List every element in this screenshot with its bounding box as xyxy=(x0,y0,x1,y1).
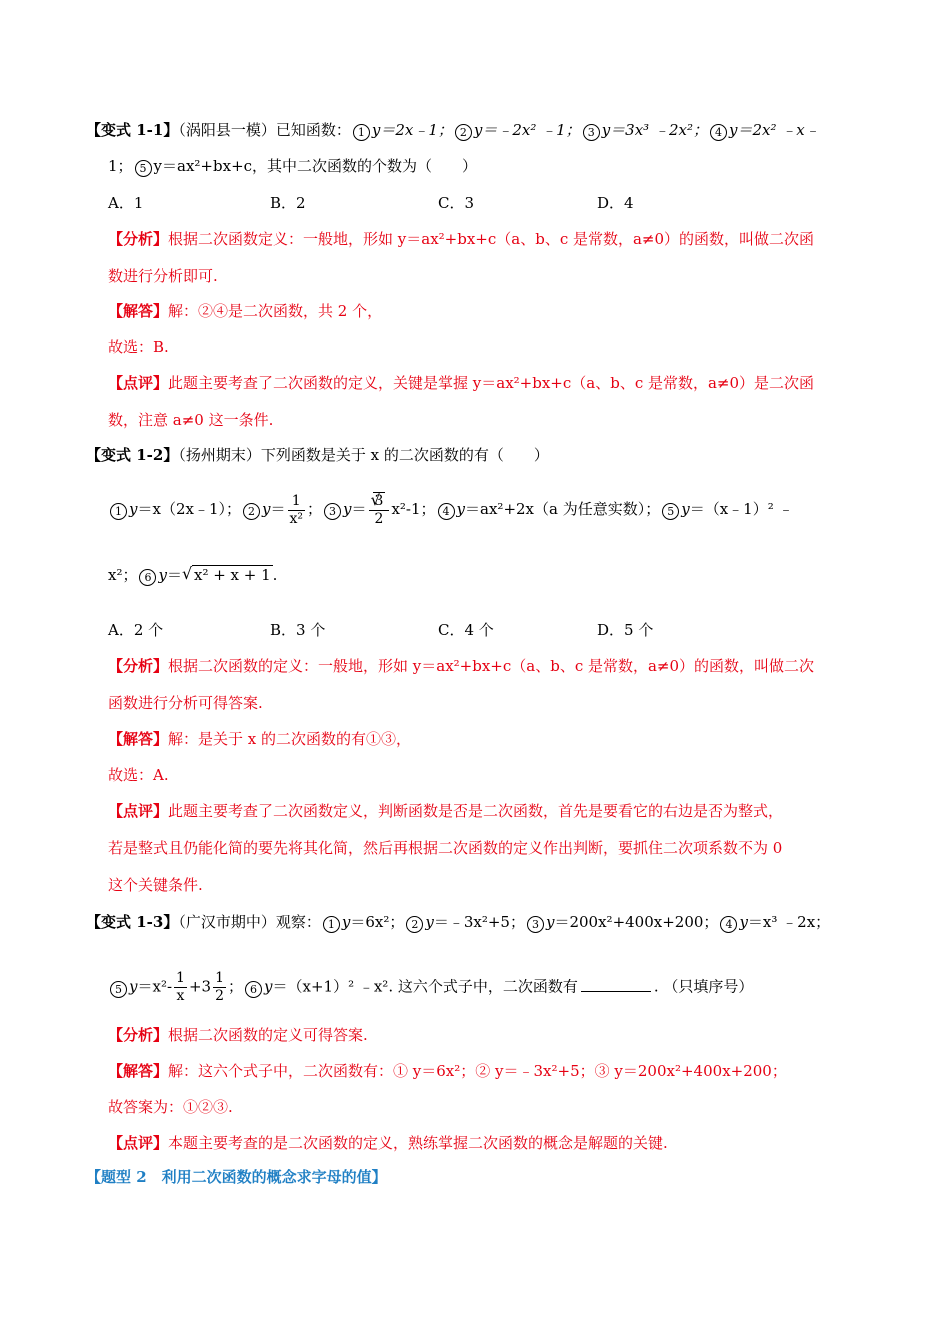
b2-comment-tag: 【点评】 xyxy=(108,802,169,820)
b1-option-a: A．1 xyxy=(108,194,144,212)
b3-stem-line1: 【变式 1-3】（广汉市期中）观察： 1 y＝6x²； 2 y＝﹣3x²+5； 3 y＝200x²+400x+200； 4 y＝x³ ﹣2x； xyxy=(86,913,831,931)
b2-option-d: D．5 个 xyxy=(597,621,654,639)
b2-analysis-line2: 函数进行分析可得答案. xyxy=(108,694,263,712)
b1-f4b: 1； xyxy=(108,157,133,175)
b1-comment-line1 xyxy=(108,373,814,393)
b2-selection: 故选：A. xyxy=(108,766,169,784)
b1-tag: 【变式 1-1】 xyxy=(86,121,179,139)
b1-f5: y＝ax²+bx+c，其中二次函数的个数为（ ） xyxy=(153,157,478,175)
b2-comment-line1 xyxy=(108,801,783,821)
b2-analysis-text1: 根据二次函数的定义：一般地，形如 y＝ax²+bx+c（a、b、c 是常数，a≠0）的函数，叫做二次 xyxy=(168,657,815,675)
b1-stem-line2 xyxy=(108,156,477,177)
circled-3-icon: 3 xyxy=(527,916,544,933)
b1-solution-text: 解：②④是二次函数，共 2 个， xyxy=(168,302,383,320)
b2-option-a: A．2 个 xyxy=(108,621,164,639)
b2-tag: 【变式 1-2】 xyxy=(86,446,179,464)
b3-solution-text: 解：这六个式子中，二次函数有：① y＝6x²；② y＝﹣3x²+5；③ y＝200x²+400x+200； xyxy=(168,1062,787,1080)
b1-stem-line1 xyxy=(86,120,820,141)
circled-4-icon: 4 xyxy=(710,124,727,141)
b1-option-d: D．4 xyxy=(597,194,634,212)
b3-comment-text: 本题主要考查的是二次函数的定义，熟练掌握二次函数的概念是解题的关键. xyxy=(168,1134,668,1152)
b2-solution xyxy=(108,729,411,749)
b1-analysis-line1 xyxy=(108,229,814,249)
b2-formulas-line1: 1 y＝x（2x﹣1）； 2 y＝ $\frac{1}{\text{x²}}$ ； 3 y＝ √ $\frac{3}{2}$ x²-1； 4 y＝ax²+2x（a 为任意实数）； 5 y＝（x﹣1）² ﹣ xyxy=(108,492,794,528)
b1-option-c: C．3 xyxy=(438,194,475,212)
b3-answer: 故答案为：①②③. xyxy=(108,1098,233,1116)
b3-source: （广汉市期中）观察： xyxy=(178,913,321,931)
b1-solution-tag: 【解答】 xyxy=(108,302,169,320)
b2-comment-text1: 此题主要考查了二次函数定义，判断函数是否是二次函数，首先是要看它的右边是否为整式， xyxy=(168,802,784,820)
b3-analysis-tag: 【分析】 xyxy=(108,1026,169,1044)
b3-analysis xyxy=(108,1025,368,1045)
b1-selection: 故选：B. xyxy=(108,338,169,356)
circled-6-icon: 6 xyxy=(139,569,156,586)
b2-option-c: C．4 个 xyxy=(438,621,494,639)
b3-solution xyxy=(108,1061,787,1081)
b2-stem-line1 xyxy=(86,445,549,465)
fraction-1-over-x: $\frac{1}{x}$ xyxy=(176,970,185,1004)
b1-solution xyxy=(108,301,382,321)
b2-solution-tag: 【解答】 xyxy=(108,730,169,748)
fraction-1-over-x2: $\frac{1}{\text{x²}}$ xyxy=(289,492,304,527)
circled-3-icon: 3 xyxy=(324,503,341,520)
b3-comment xyxy=(108,1133,668,1153)
circled-2-icon: 2 xyxy=(455,124,472,141)
b3-comment-tag: 【点评】 xyxy=(108,1134,169,1152)
b1-comment-tag: 【点评】 xyxy=(108,374,169,392)
b1-analysis-text1: 根据二次函数定义：一般地，形如 y＝ax²+bx+c（a、b、c 是常数，a≠0）的函数，叫做二次函 xyxy=(168,230,815,248)
b1-f4a: y＝2x² ﹣x﹣ xyxy=(728,121,820,139)
b2-solution-text: 解：是关于 x 的二次函数的有①③， xyxy=(168,730,412,748)
b3-analysis-text: 根据二次函数的定义可得答案. xyxy=(168,1026,368,1044)
circled-4-icon: 4 xyxy=(438,503,455,520)
b1-comment-text1: 此题主要考查了二次函数的定义，关键是掌握 y＝ax²+bx+c（a、b、c 是常数，a≠0）是二次函 xyxy=(168,374,815,392)
b2-comment-line2: 若是整式且仍能化简的要先将其化简，然后再根据二次函数的定义作出判断，要抓住二次项系数不为 0 xyxy=(108,839,783,857)
b2-option-b: B．3 个 xyxy=(270,621,326,639)
b2-source: （扬州期末）下列函数是关于 x 的二次函数的有（ ） xyxy=(178,446,549,464)
b1-comment-line2: 数，注意 a≠0 这一条件. xyxy=(108,411,274,429)
b2-analysis-tag: 【分析】 xyxy=(108,657,169,675)
circled-6-icon: 6 xyxy=(245,981,262,998)
b2-formulas-line2: x²； 6 y＝√ x² + x + 1 . xyxy=(108,565,277,586)
b1-analysis-line2: 数进行分析即可. xyxy=(108,267,218,285)
b1-f1: y＝2x﹣1； xyxy=(371,121,453,139)
b3-solution-tag: 【解答】 xyxy=(108,1062,169,1080)
b3-tag: 【变式 1-3】 xyxy=(86,913,179,931)
circled-5-icon: 5 xyxy=(662,503,679,520)
fraction-root3-over-2: √ $\frac{3}{2}$ xyxy=(369,492,390,528)
circled-5-icon: 5 xyxy=(135,160,152,177)
circled-4-icon: 4 xyxy=(720,916,737,933)
circled-3-icon: 3 xyxy=(583,124,600,141)
answer-blank[interactable] xyxy=(581,991,651,992)
circled-1-icon: 1 xyxy=(110,503,127,520)
b1-f3: y＝3x³ ﹣2x²； xyxy=(601,121,708,139)
b3-stem-line2: 5 y＝x²- $\frac{1}{x}$ +3 $\frac{1}{2}$ ； 6 y＝（x+1）² ﹣x². 这六个式子中，二次函数有 . （只填序号） xyxy=(108,970,753,1005)
b2-comment-line3: 这个关键条件. xyxy=(108,876,203,894)
section-title-type2: 【题型 2 利用二次函数的概念求字母的值】 xyxy=(86,1168,387,1186)
circled-5-icon: 5 xyxy=(110,981,127,998)
b1-option-b: B．2 xyxy=(270,194,306,212)
b2-analysis-line1 xyxy=(108,656,814,676)
circled-2-icon: 2 xyxy=(406,916,423,933)
circled-1-icon: 1 xyxy=(353,124,370,141)
circled-2-icon: 2 xyxy=(243,503,260,520)
sqrt-expression: √ x² + x + 1 xyxy=(182,565,273,585)
fraction-1-over-2: $\frac{1}{2}$ xyxy=(215,970,224,1004)
circled-1-icon: 1 xyxy=(323,916,340,933)
b1-source: （涡阳县一模）已知函数： xyxy=(178,121,351,139)
b1-f2: y＝﹣2x² ﹣1； xyxy=(473,121,581,139)
b1-analysis-tag: 【分析】 xyxy=(108,230,169,248)
